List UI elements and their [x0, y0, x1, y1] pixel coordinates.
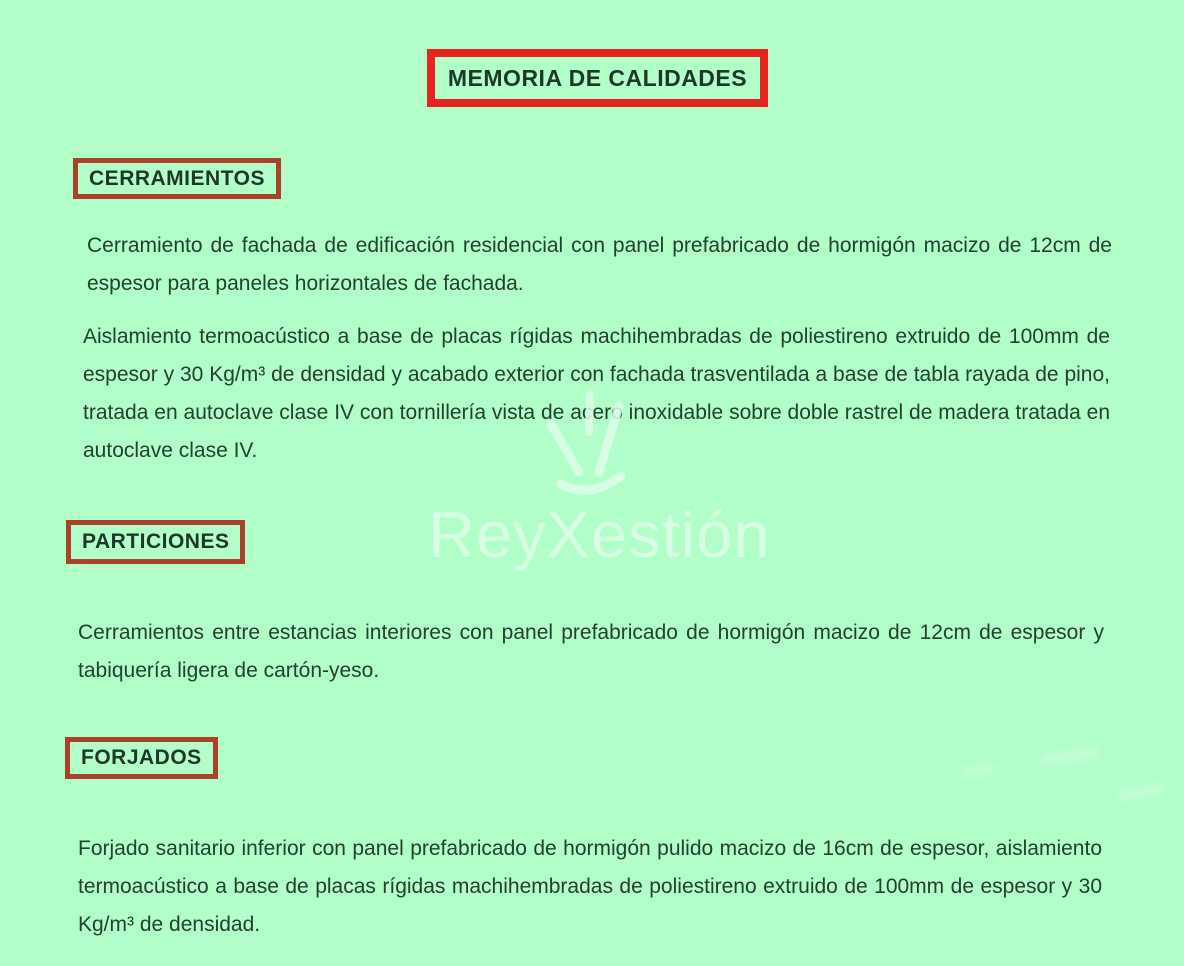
document-title: MEMORIA DE CALIDADES — [447, 64, 748, 91]
paragraph-forjados-1: Forjado sanitario inferior con panel prefabricado de hormigón pulido macizo de 16cm de espesor, aislamiento termoacústico a base de placas rígidas machihembradas de poliestireno extruido de 100mm de espesor y 30 Kg/m³ de densidad. — [78, 837, 1102, 936]
scan-artifact — [1118, 784, 1165, 800]
title-box — [427, 49, 768, 107]
paragraph-particiones-1: Cerramientos entre estancias interiores con panel prefabricado de hormigón macizo de 12cm de espesor y tabiquería ligera de cartón-yeso. — [78, 621, 1104, 682]
paragraph-cerramientos-1: Cerramiento de fachada de edificación residencial con panel prefabricado de hormigón macizo de 12cm de espesor para paneles horizontales de fachada. — [87, 234, 1112, 295]
section-heading-label: CERRAMIENTOS — [89, 166, 265, 190]
section-heading-forjados — [65, 737, 218, 779]
section-heading-particiones — [66, 520, 245, 564]
section-heading-cerramientos — [73, 158, 281, 199]
scan-artifact — [1040, 748, 1099, 766]
section-heading-label: PARTICIONES — [82, 530, 230, 553]
paragraph-cerramientos-2: Aislamiento termoacústico a base de placas rígidas machihembradas de poliestireno extruido de 100mm de espesor y 30 Kg/m³ de densidad y acabado exterior con fachada trasventilada a base de tabla rayada de pino, tratada en autoclave clase IV con tornillería vista de acero inoxidable sobre doble rastrel de madera tratada en autoclave clase IV. — [83, 325, 1110, 462]
scan-artifact — [962, 765, 997, 777]
section-heading-label: FORJADOS — [81, 746, 202, 769]
watermark-text: ReyXestión — [428, 498, 771, 571]
